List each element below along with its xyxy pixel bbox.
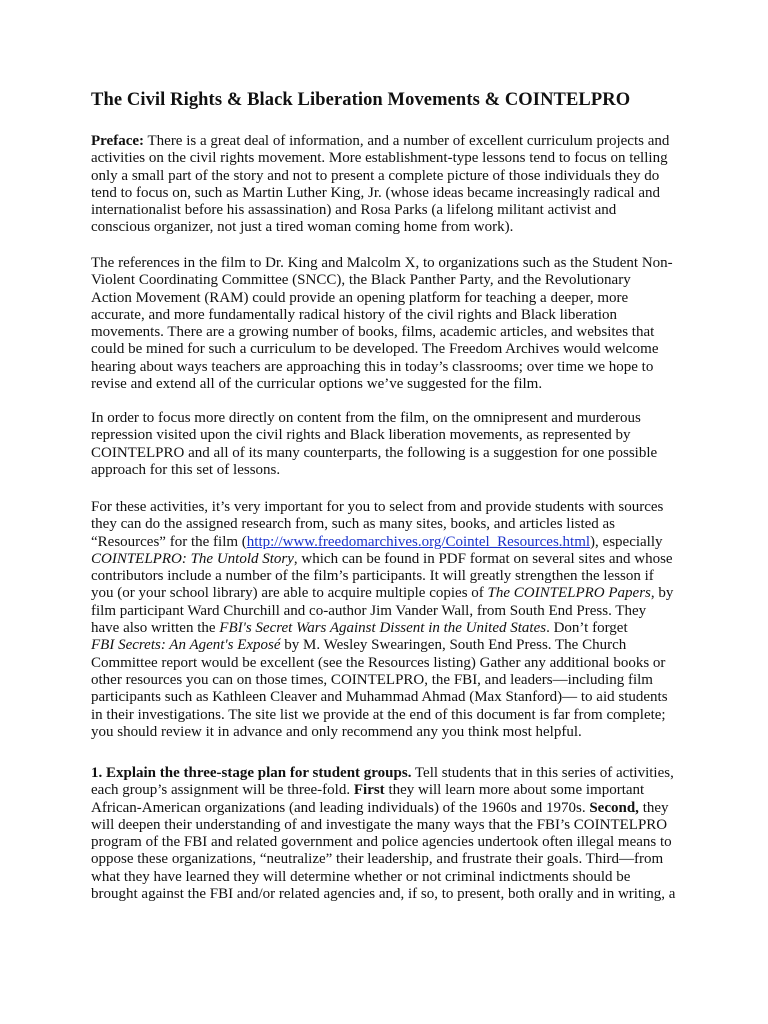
references-paragraph (91, 255, 691, 393)
preface-label: Preface: (91, 133, 145, 149)
focus-paragraph (91, 410, 691, 479)
text-line: participants such as Kathleen Cleaver and Muhammad Ahmad (Max Stanford)— to aid students (91, 689, 668, 706)
text-line: what they have learned they will determine whether or not criminal indictments should be (91, 868, 631, 885)
text-span: have also written the (91, 620, 220, 637)
book-title: FBI's Secret Wars Against Dissent in the United States (219, 620, 547, 637)
text-span: Tell students that in this series of activities, (411, 765, 674, 781)
activities-paragraph (91, 499, 691, 741)
text-span: There is a great deal of information, and a number of excellent curriculum projects and (144, 133, 670, 149)
text-line: internationalist before his assassination) and Rosa Parks (a lifelong militant activist and (91, 202, 617, 219)
text-span: by M. Wesley Swearingen, South End Press. The Church (280, 637, 627, 654)
text-line: other resources you can on those times, COINTELPRO, the FBI, and leaders—including film (91, 671, 653, 688)
text-line: hearing about ways teachers are approaching this in today’s classrooms; over time we hope to (91, 358, 654, 375)
step-one-paragraph (91, 765, 691, 903)
preface-paragraph (91, 133, 691, 237)
text-line (91, 620, 691, 637)
document-title: The Civil Rights & Black Liberation Movements & COINTELPRO (91, 90, 631, 110)
text-line: Violent Coordinating Committee (SNCC), the Black Panther Party, and the Revolutionary (91, 272, 631, 289)
text-line: COINTELPRO and all of its many counterparts, the following is a suggestion for one possible (91, 444, 658, 461)
step-heading: 1. Explain the three-stage plan for student groups. (91, 765, 412, 781)
text-line: accurate, and more fundamentally radical history of the civil rights and Black liberation (91, 306, 618, 323)
text-span: “Resources” for the film ( (91, 533, 247, 550)
text-span: ), especially (590, 533, 663, 550)
resources-link[interactable]: http://www.freedomarchives.org/Cointel_Resources.html (246, 533, 591, 550)
text-line: in their investigations. The site list we provide at the end of this document is far from complete; (91, 706, 666, 723)
text-line (91, 782, 691, 799)
text-line (91, 551, 691, 568)
emphasis: Second, (589, 799, 639, 816)
book-title: FBI Secrets: An Agent's Exposé (91, 637, 281, 654)
text-line (91, 133, 691, 150)
text-line: only a small part of the story and not to present a complete picture of those individuals they do (91, 167, 660, 184)
text-line: conscious organizer, not just a tired woman coming home from work). (91, 219, 514, 236)
text-line: movements. There are a growing number of books, films, academic articles, and websites that (91, 324, 655, 341)
text-span: they will learn more about some important (384, 782, 645, 799)
text-line: program of the FBI and related government and police agencies undertook often illegal means to (91, 834, 672, 851)
text-line: contributors include a number of the film’s participants. It will greatly strengthen the lesson if (91, 568, 654, 585)
text-span: each group’s assignment will be three-fold. (91, 782, 354, 799)
text-span: you (or your school library) are able to acquire multiple copies of (91, 585, 488, 602)
text-line (91, 585, 691, 602)
text-line: The references in the film to Dr. King and Malcolm X, to organizations such as the Student Non- (91, 255, 673, 271)
text-line (91, 534, 691, 551)
text-line: they can do the assigned research from, such as many sites, books, and articles listed as (91, 516, 616, 533)
text-line: oppose these organizations, “neutralize” their leadership, and frustrate their goals. Third—from (91, 851, 664, 868)
text-line (91, 765, 691, 782)
book-title: COINTELPRO: The Untold Story (91, 550, 294, 567)
text-line (91, 800, 691, 817)
text-span: they (638, 799, 669, 816)
text-line: you should review it in advance and only recommend any you think most helpful. (91, 723, 582, 740)
text-line: could be mined for such a curriculum to be developed. The Freedom Archives would welcome (91, 341, 659, 358)
text-line: activities on the civil rights movement. More establishment-type lessons tend to focus on telling (91, 150, 668, 167)
text-line: In order to focus more directly on content from the film, on the omnipresent and murderous (91, 410, 641, 426)
text-line: will deepen their understanding of and investigate the many ways that the FBI’s COINTELPRO (91, 816, 668, 833)
text-span: African-American organizations (and leading individuals) of the 1960s and 1970s. (91, 799, 590, 816)
text-line: film participant Ward Churchill and co-author Jim Vander Wall, from South End Press. They (91, 602, 647, 619)
text-span: , which can be found in PDF format on several sites and whose (293, 550, 673, 567)
text-line (91, 637, 691, 654)
text-line: brought against the FBI and/or related agencies and, if so, to present, both orally and in writing, a (91, 886, 676, 903)
text-line: revise and extend all of the curricular options we’ve suggested for the film. (91, 376, 543, 393)
book-title: The COINTELPRO Papers (487, 585, 651, 602)
text-line: tend to focus on, such as Martin Luther King, Jr. (whose ideas became increasingly radical and (91, 184, 660, 201)
text-line: repression visited upon the civil rights and Black liberation movements, as represented by (91, 427, 631, 444)
text-span: , by (650, 585, 674, 602)
text-line: For these activities, it’s very important for you to select from and provide students with sources (91, 499, 664, 515)
text-line: approach for this set of lessons. (91, 461, 281, 478)
text-span: . Don’t forget (546, 620, 628, 637)
emphasis: First (353, 782, 385, 799)
text-line: Committee report would be excellent (see the Resources listing) Gather any additional books or (91, 654, 666, 671)
text-line: Action Movement (RAM) could provide an opening platform for teaching a deeper, more (91, 289, 629, 306)
